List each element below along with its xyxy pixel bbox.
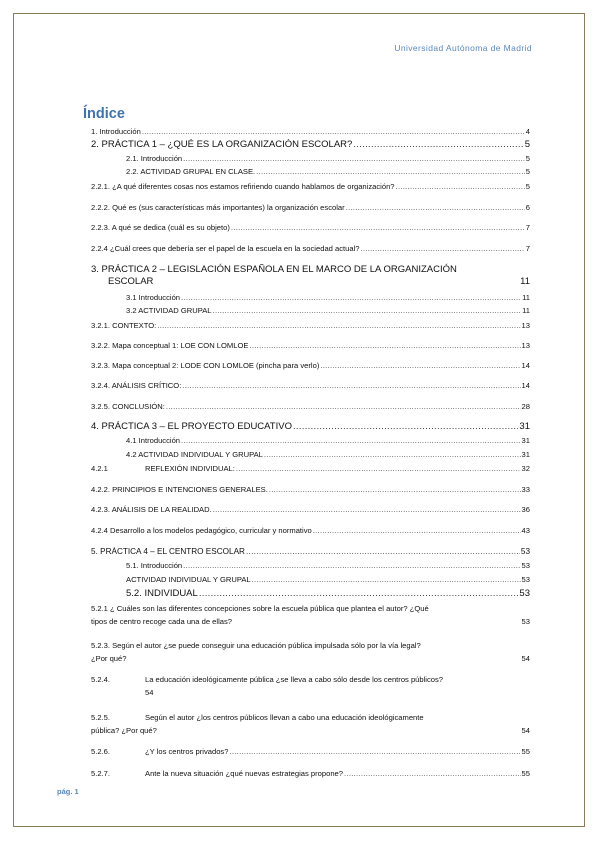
toc-entry[interactable]: 5.2.3. Según el autor ¿se puede conseguir una educación pública impulsada sólo por la vía legal? ¿Por qué? 54: [91, 641, 530, 663]
toc-entry[interactable]: 2.2. ACTIVIDAD GRUPAL EN CLASE. ..... 5: [126, 167, 530, 177]
toc-entry[interactable]: 3.2.2. Mapa conceptual 1: LOE CON LOMLOE ..... 13: [91, 341, 530, 351]
toc-entry[interactable]: 5.2. INDIVIDUAL ..... 53: [126, 588, 530, 599]
toc-entry[interactable]: 5.1. Introducción ..... 53: [126, 561, 530, 571]
toc-entry[interactable]: 3.1 Introducción ..... 11: [126, 293, 530, 303]
toc-entry[interactable]: 2.2.4 ¿Cuál crees que debería ser el papel de la escuela en la sociedad actual? ..... 7: [91, 244, 530, 254]
toc-entry[interactable]: 5. PRÁCTICA 4 – EL CENTRO ESCOLAR ..... 53: [91, 547, 530, 557]
toc-entry[interactable]: 2.1. Introducción ..... 5: [126, 154, 530, 164]
toc-entry[interactable]: 5.2.6. ¿Y los centros privados? ..... 55: [91, 747, 530, 757]
toc-entry[interactable]: 3. PRÁCTICA 2 – LEGISLACIÓN ESPAÑOLA EN EL MARCO DE LA ORGANIZACIÓN ESCOLAR 11: [91, 264, 530, 287]
toc-entry[interactable]: 4.2.2. PRINCIPIOS E INTENCIONES GENERALES. ..... 33: [91, 485, 530, 495]
toc-entry[interactable]: 5.2.1 ¿ Cuáles son las diferentes concepciones sobre la escuela pública que plantea el autor? ¿Qué tipos de centro recoge cada una de ellas? 53: [91, 604, 530, 626]
toc-entry[interactable]: 3.2 ACTIVIDAD GRUPAL ..... 11: [126, 306, 530, 316]
toc-entry[interactable]: 3.2.1. CONTEXTO: ..... 13: [91, 321, 530, 331]
toc-entry[interactable]: 3.2.3. Mapa conceptual 2: LODE CON LOMLOE (pincha para verlo) ..... 14: [91, 361, 530, 371]
toc-entry[interactable]: 2.2.3. A qué se dedica (cuál es su objeto) ..... 7: [91, 223, 530, 233]
index-title: Índice: [83, 106, 125, 122]
toc-entry[interactable]: 5.2.4. La educación ideológicamente pública ¿se lleva a cabo sólo desde los centros públicos? 54: [91, 675, 444, 697]
toc-entry[interactable]: 2.2.1. ¿A qué diferentes cosas nos estamos refiriendo cuando hablamos de organización? ..... 5: [91, 182, 530, 192]
toc-entry[interactable]: 1. Introducción ..... 4: [91, 127, 530, 137]
toc-entry[interactable]: 2.2.2. Qué es (sus características más importantes) la organización escolar ..... 6: [91, 203, 530, 213]
toc-entry[interactable]: 4. PRÁCTICA 3 – EL PROYECTO EDUCATIVO ..... 31: [91, 421, 530, 432]
header-university: Universidad Autónoma de Madrid: [394, 43, 532, 53]
footer-page-label: pág. 1: [57, 787, 79, 796]
toc-entry[interactable]: 5.2.5. Según el autor ¿los centros públicos llevan a cabo una educación ideológicamente pública? ¿Por qué? 54: [91, 713, 530, 735]
toc-entry[interactable]: 4.2.4 Desarrollo a los modelos pedagógico, curricular y normativo ..... 43: [91, 526, 530, 536]
toc-entry[interactable]: ACTIVIDAD INDIVIDUAL Y GRUPAL ..... 53: [126, 575, 530, 585]
toc-entry[interactable]: 4.2.1 REFLEXIÓN INDIVIDUAL: ..... 32: [91, 464, 530, 474]
toc-entry[interactable]: 5.2.7. Ante la nueva situación ¿qué nuevas estrategias propone? ..... 55: [91, 769, 530, 779]
toc-entry[interactable]: 3.2.5. CONCLUSIÓN: ..... 28: [91, 402, 530, 412]
toc-entry[interactable]: 3.2.4. ANÁLISIS CRÍTICO: ..... 14: [91, 381, 530, 391]
toc-entry[interactable]: 4.2.3. ANÁLISIS DE LA REALIDAD. ..... 36: [91, 505, 530, 515]
toc-entry[interactable]: 2. PRÁCTICA 1 – ¿QUÉ ES LA ORGANIZACIÓN ESCOLAR? ..... 5: [91, 139, 530, 150]
toc-entry[interactable]: 4.1 Introducción ..... 31: [126, 436, 530, 446]
toc-entry[interactable]: 4.2 ACTIVIDAD INDIVIDUAL Y GRUPAL ..... 31: [126, 450, 530, 460]
